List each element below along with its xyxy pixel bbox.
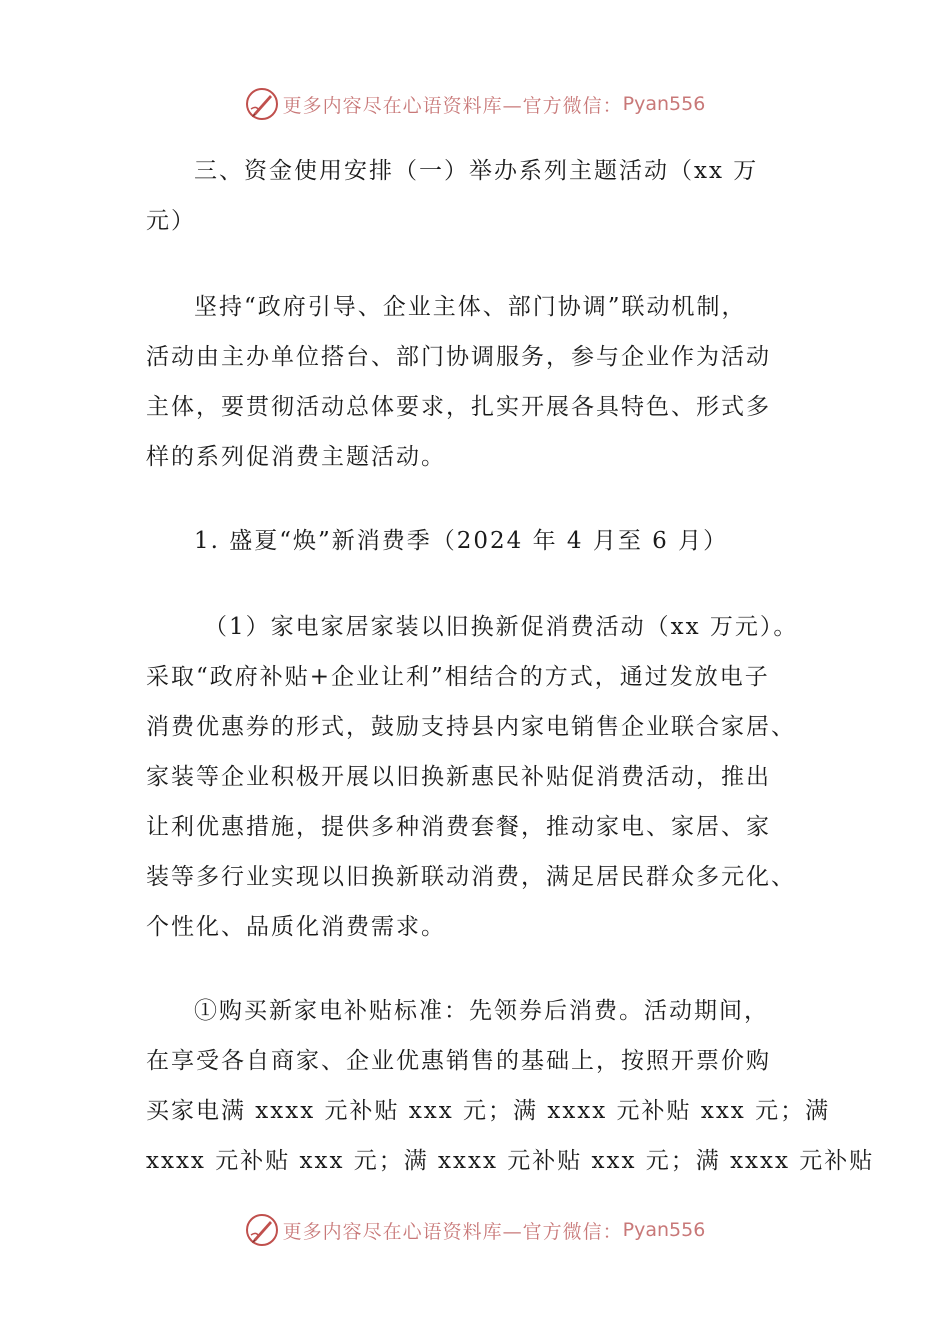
text-line: 主体，要贯彻活动总体要求，扎实开展各具特色、形式多	[146, 394, 771, 420]
text-line: 采取“政府补贴+企业让利”相结合的方式，通过发放电子	[146, 664, 770, 690]
banner-text: 更多内容尽在心语资料库—官方微信：	[282, 94, 623, 117]
text-line: 活动由主办单位搭台、部门协调服务，参与企业作为活动	[146, 344, 771, 370]
header-watermark-banner	[0, 84, 950, 124]
text-line: xxxx 元补贴 xxx 元；满 xxxx 元补贴 xxx 元；满 xxxx 元补贴	[146, 1148, 875, 1174]
text-line: 装等多行业实现以旧换新联动消费，满足居民群众多元化、	[146, 864, 796, 890]
text-line: 消费优惠券的形式，鼓励支持县内家电销售企业联合家居、	[146, 714, 796, 740]
text-line: 个性化、品质化消费需求。	[146, 914, 446, 940]
text-line: 让利优惠措施，提供多种消费套餐，推动家电、家居、家	[146, 814, 771, 840]
text-line: 1. 盛夏“焕”新消费季（2024 年 4 月至 6 月）	[194, 528, 729, 554]
paragraph-season-heading	[146, 516, 806, 566]
text-line: ①购买新家电补贴标准：先领券后消费。活动期间，	[194, 998, 769, 1024]
text-line: 在享受各自商家、企业优惠销售的基础上，按照开票价购	[146, 1048, 771, 1074]
paragraph-funding-heading	[146, 146, 806, 246]
paragraph-trade-in-activity	[146, 602, 806, 952]
quill-logo-icon	[245, 87, 279, 121]
banner-wechat-id: Pyan556	[622, 93, 706, 115]
text-line: 家装等企业积极开展以旧换新惠民补贴促消费活动，推出	[146, 764, 771, 790]
text-line: 样的系列促消费主题活动。	[146, 444, 446, 470]
text-line: 买家电满 xxxx 元补贴 xxx 元；满 xxxx 元补贴 xxx 元；满	[146, 1098, 831, 1124]
paragraph-subsidy-standard	[146, 986, 875, 1186]
banner-wechat-id: Pyan556	[622, 1219, 706, 1241]
footer-watermark-banner	[0, 1210, 950, 1250]
text-line: 三、资金使用安排（一）举办系列主题活动（xx 万	[194, 158, 759, 184]
text-line: （1）家电家居家装以旧换新促消费活动（xx 万元）。	[204, 614, 799, 640]
quill-logo-icon	[245, 1213, 279, 1247]
paragraph-mechanism	[146, 282, 806, 482]
text-line: 坚持“政府引导、企业主体、部门协调”联动机制，	[194, 294, 747, 320]
text-line: 元）	[146, 208, 196, 234]
banner-text: 更多内容尽在心语资料库—官方微信：	[282, 1220, 623, 1243]
